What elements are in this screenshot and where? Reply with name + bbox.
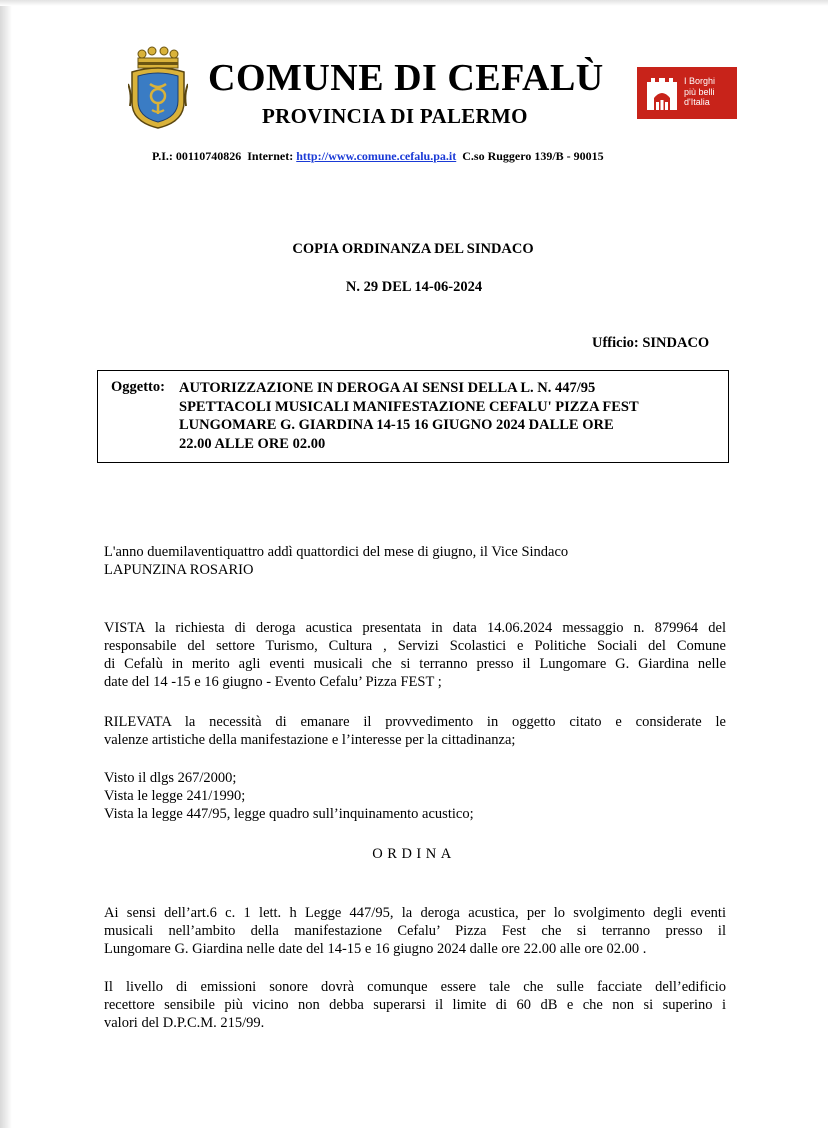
subject-line: SPETTACOLI MUSICALI MANIFESTAZIONE CEFALU' PIZZA FEST [179,398,639,415]
ordina-heading: ORDINA [372,846,456,862]
borghi-logo-text [684,76,736,108]
subject-line: AUTORIZZAZIONE IN DEROGA AI SENSI DELLA L. N. 447/95 [179,380,596,396]
vista-line: di Cefalù in merito agli eventi musicali che si terranno presso il Lungomare G. Giardina nelle [104,656,726,672]
contact-line [152,149,604,164]
castle-icon [645,74,679,112]
page-edge-shadow [0,0,12,1128]
vista-paragraph [104,619,726,691]
borghi-text-line: d'Italia [684,97,710,107]
borghi-italia-logo [637,67,737,119]
website-link[interactable]: http://www.comune.cefalu.pa.it [296,149,457,163]
legal-references [104,769,726,823]
emission-line: valori del D.P.C.M. 215/99. [104,1015,265,1031]
office-label: Ufficio: SINDACO [592,335,710,351]
intro-paragraph [104,543,726,579]
document-type-heading [0,241,828,258]
page-top-shadow [0,0,828,6]
vista-line: responsabile del settore Turismo, Cultura , Servizi Scolastici e Politiche Sociali del Comune [104,638,726,654]
municipality-title: COMUNE DI CEFALÙ [208,57,604,99]
address: C.so Ruggero 139/B - 90015 [462,149,604,163]
rilevata-line: valenze artistiche della manifestazione e l’interesse per la cittadinanza; [104,732,516,748]
art6-line: Ai sensi dell’art.6 c. 1 lett. h Legge 447/95, la deroga acustica, per lo svolgimento degli eventi [104,905,726,921]
subject-line: LUNGOMARE G. GIARDINA 14-15 16 GIUGNO 2024 DALLE ORE [179,417,614,433]
pi-label: P.I.: [152,149,173,163]
vista-line: date del 14 -15 e 16 giugno - Evento Cefalu’ Pizza FEST ; [104,674,442,690]
intro-line: LAPUNZINA ROSARIO [104,562,254,578]
intro-line: L'anno duemilaventiquattro addì quattordici del mese di giugno, il Vice Sindaco [104,544,569,560]
borghi-text-line: più belli [684,86,715,97]
legal-reference-line: Vista la legge 447/95, legge quadro sull’inquinamento acustico; [104,806,474,822]
subject-text [179,379,719,453]
art6-line: musicali nell’ambito della manifestazione Cefalu’ Pizza Fest che si terranno presso il [104,923,726,939]
ordinance-number: N. 29 DEL 14-06-2024 [345,279,483,295]
province-subtitle: PROVINCIA DI PALERMO [262,104,528,128]
vista-line: VISTA la richiesta di deroga acustica presentata in data 14.06.2024 messaggio n. 879964 del [104,620,726,636]
rilevata-paragraph [104,713,726,749]
art6-paragraph [104,904,726,958]
borghi-text-line: I Borghi [684,76,716,86]
subject-line: 22.00 ALLE ORE 02.00 [179,435,326,452]
art6-line: Lungomare G. Giardina nelle date del 14-15 e 16 giugno 2024 dalle ore 22.00 alle ore 02.00 . [104,941,647,957]
subject-label: Oggetto: [111,379,165,395]
emission-line: Il livello di emissioni sonore dovrà comunque essere tale che sulle facciate dell’edificio [104,979,726,995]
emission-line: recettore sensibile più vicino non debba superarsi il limite di 60 dB e che non si superino i [104,997,726,1013]
legal-reference-line: Vista le legge 241/1990; [104,788,246,804]
rilevata-line: RILEVATA la necessità di emanare il provvedimento in oggetto citato e considerate le [104,714,726,730]
city-crest-icon [128,44,188,130]
legal-reference-line: Visto il dlgs 267/2000; [104,770,237,786]
pi-value: 00110740826 [175,149,242,163]
emission-paragraph [104,978,726,1032]
internet-label: Internet: [247,149,294,163]
subject-box [97,370,729,463]
document-type-text: COPIA ORDINANZA DEL SINDACO [292,241,534,257]
